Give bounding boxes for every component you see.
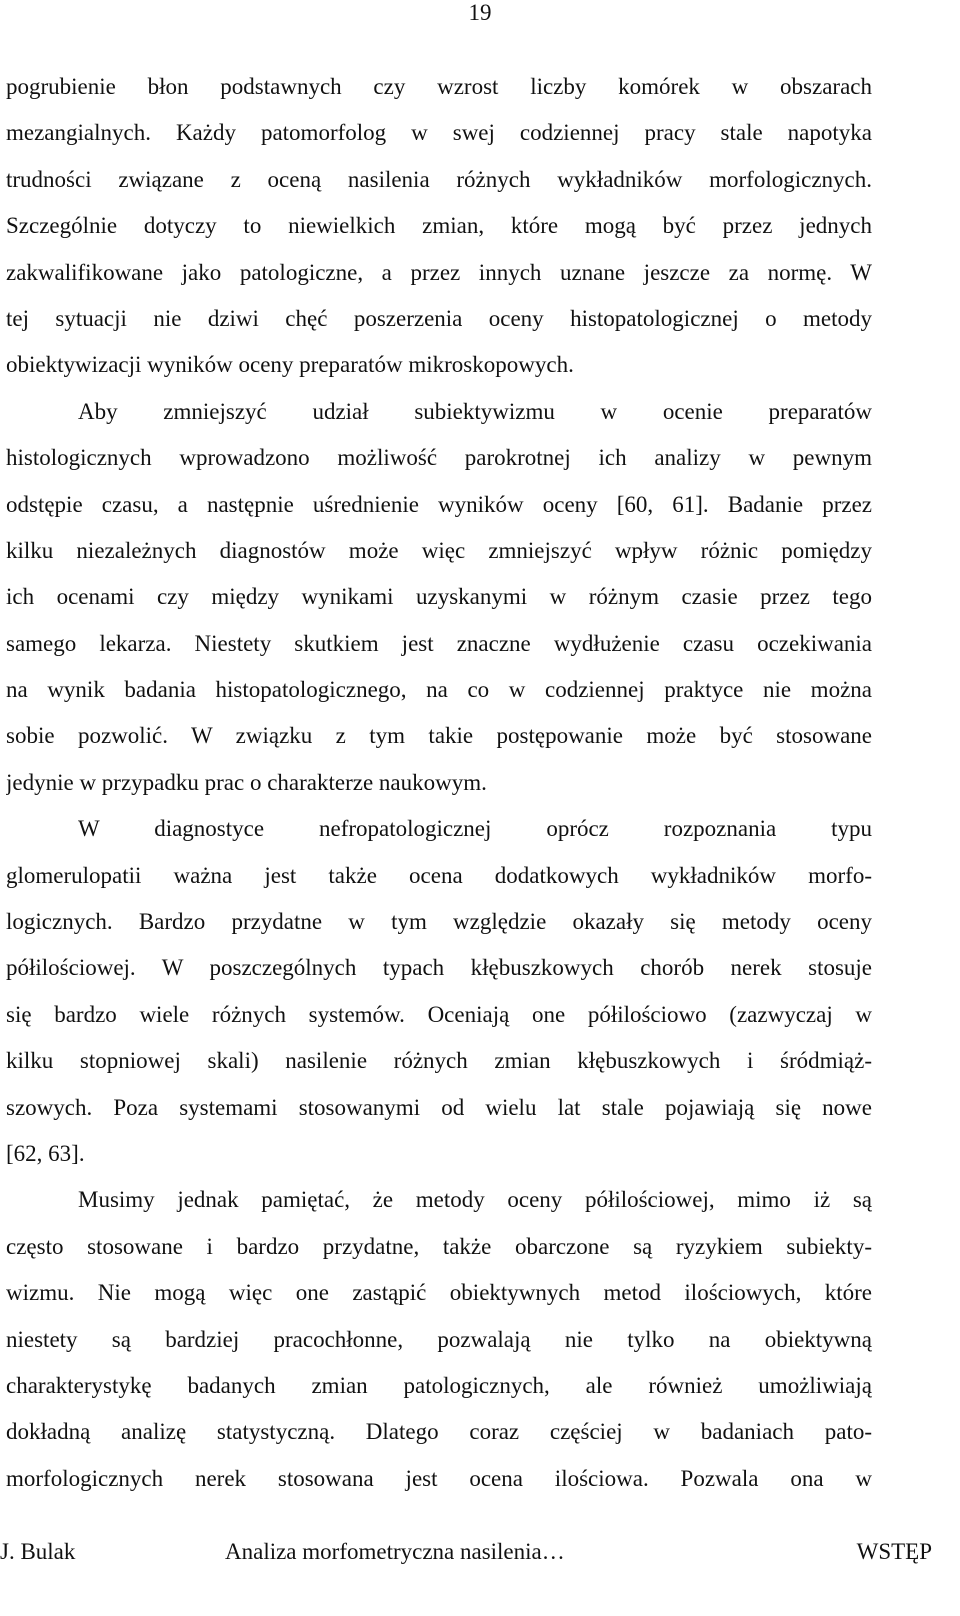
text-line: morfologicznych nerek stosowana jest ocena ilościowa. Pozwala ona w <box>6 1465 872 1491</box>
text-line: wizmu. Nie mogą więc one zastąpić obiektywnych metod ilościowych, które <box>6 1280 872 1306</box>
text-line: ich ocenami czy między wynikami uzyskanymi w różnym czasie przez tego <box>6 584 872 610</box>
text-line: glomerulopatii ważna jest także ocena dodatkowych wykładników morfo- <box>6 862 872 888</box>
body-text <box>6 64 872 1502</box>
page-number: 19 <box>468 0 492 25</box>
text-line: półilościowej. W poszczególnych typach kłębuszkowych chorób nerek stosuje <box>6 955 872 981</box>
footer-title: Analiza morfometryczna nasilenia… <box>225 1539 565 1564</box>
text-line: niestety są bardziej pracochłonne, pozwalają nie tylko na obiektywną <box>6 1326 872 1352</box>
text-line: się bardzo wiele różnych systemów. Oceniają one półilościowo (zazwyczaj w <box>6 1001 872 1027</box>
text-line: logicznych. Bardzo przydatne w tym względzie okazały się metody oceny <box>6 909 872 935</box>
text-line: szowych. Poza systemami stosowanymi od wielu lat stale pojawiają się nowe <box>6 1094 872 1120</box>
text-line: samego lekarza. Niestety skutkiem jest znaczne wydłużenie czasu oczekiwania <box>6 630 872 656</box>
text-line: mezangialnych. Każdy patomorfolog w swej codziennej pracy stale napotyka <box>6 120 872 146</box>
text-line: często stosowane i bardzo przydatne, także obarczone są ryzykiem subiekty- <box>6 1233 872 1259</box>
text-line: charakterystykę badanych zmian patologicznych, ale również umożliwiają <box>6 1372 872 1398</box>
text-line: zakwalifikowane jako patologiczne, a przez innych uznane jeszcze za normę. W <box>6 259 872 285</box>
text-line: kilku niezależnych diagnostów może więc zmniejszyć wpływ różnic pomiędzy <box>6 537 872 563</box>
text-line: Szczególnie dotyczy to niewielkich zmian, które mogą być przez jednych <box>6 213 872 239</box>
footer-author: J. Bulak <box>0 1539 76 1564</box>
page-footer <box>0 1538 960 1566</box>
text-line: pogrubienie błon podstawnych czy wzrost liczby komórek w obszarach <box>6 74 872 99</box>
text-line: W diagnostyce nefropatologicznej oprócz rozpoznania typu <box>78 816 872 842</box>
text-line: Aby zmniejszyć udział subiektywizmu w ocenie preparatów <box>78 398 872 424</box>
text-line: na wynik badania histopatologicznego, na co w codziennej praktyce nie można <box>6 677 872 703</box>
text-line: kilku stopniowej skali) nasilenie różnych zmian kłębuszkowych i śródmiąż- <box>6 1048 872 1074</box>
text-line: sobie pozwolić. W związku z tym takie postępowanie może być stosowane <box>6 723 872 749</box>
text-line: histologicznych wprowadzono możliwość parokrotnej ich analizy w pewnym <box>6 445 872 471</box>
text-line: trudności związane z oceną nasilenia różnych wykładników morfologicznych. <box>6 166 872 192</box>
text-line: dokładną analizę statystyczną. Dlatego coraz częściej w badaniach pato- <box>6 1419 872 1445</box>
text-line: obiektywizacji wyników oceny preparatów mikroskopowych. <box>6 352 574 378</box>
text-line: tej sytuacji nie dziwi chęć poszerzenia oceny histopatologicznej o metody <box>6 305 872 331</box>
footer-section: WSTĘP <box>856 1539 932 1564</box>
text-line: jedynie w przypadku prac o charakterze naukowym. <box>6 769 487 795</box>
text-line: odstępie czasu, a następnie uśrednienie wyników oceny [60, 61]. Badanie przez <box>6 491 872 517</box>
text-line: [62, 63]. <box>6 1140 85 1166</box>
text-line: Musimy jednak pamiętać, że metody oceny półilościowej, mimo iż są <box>78 1187 872 1213</box>
